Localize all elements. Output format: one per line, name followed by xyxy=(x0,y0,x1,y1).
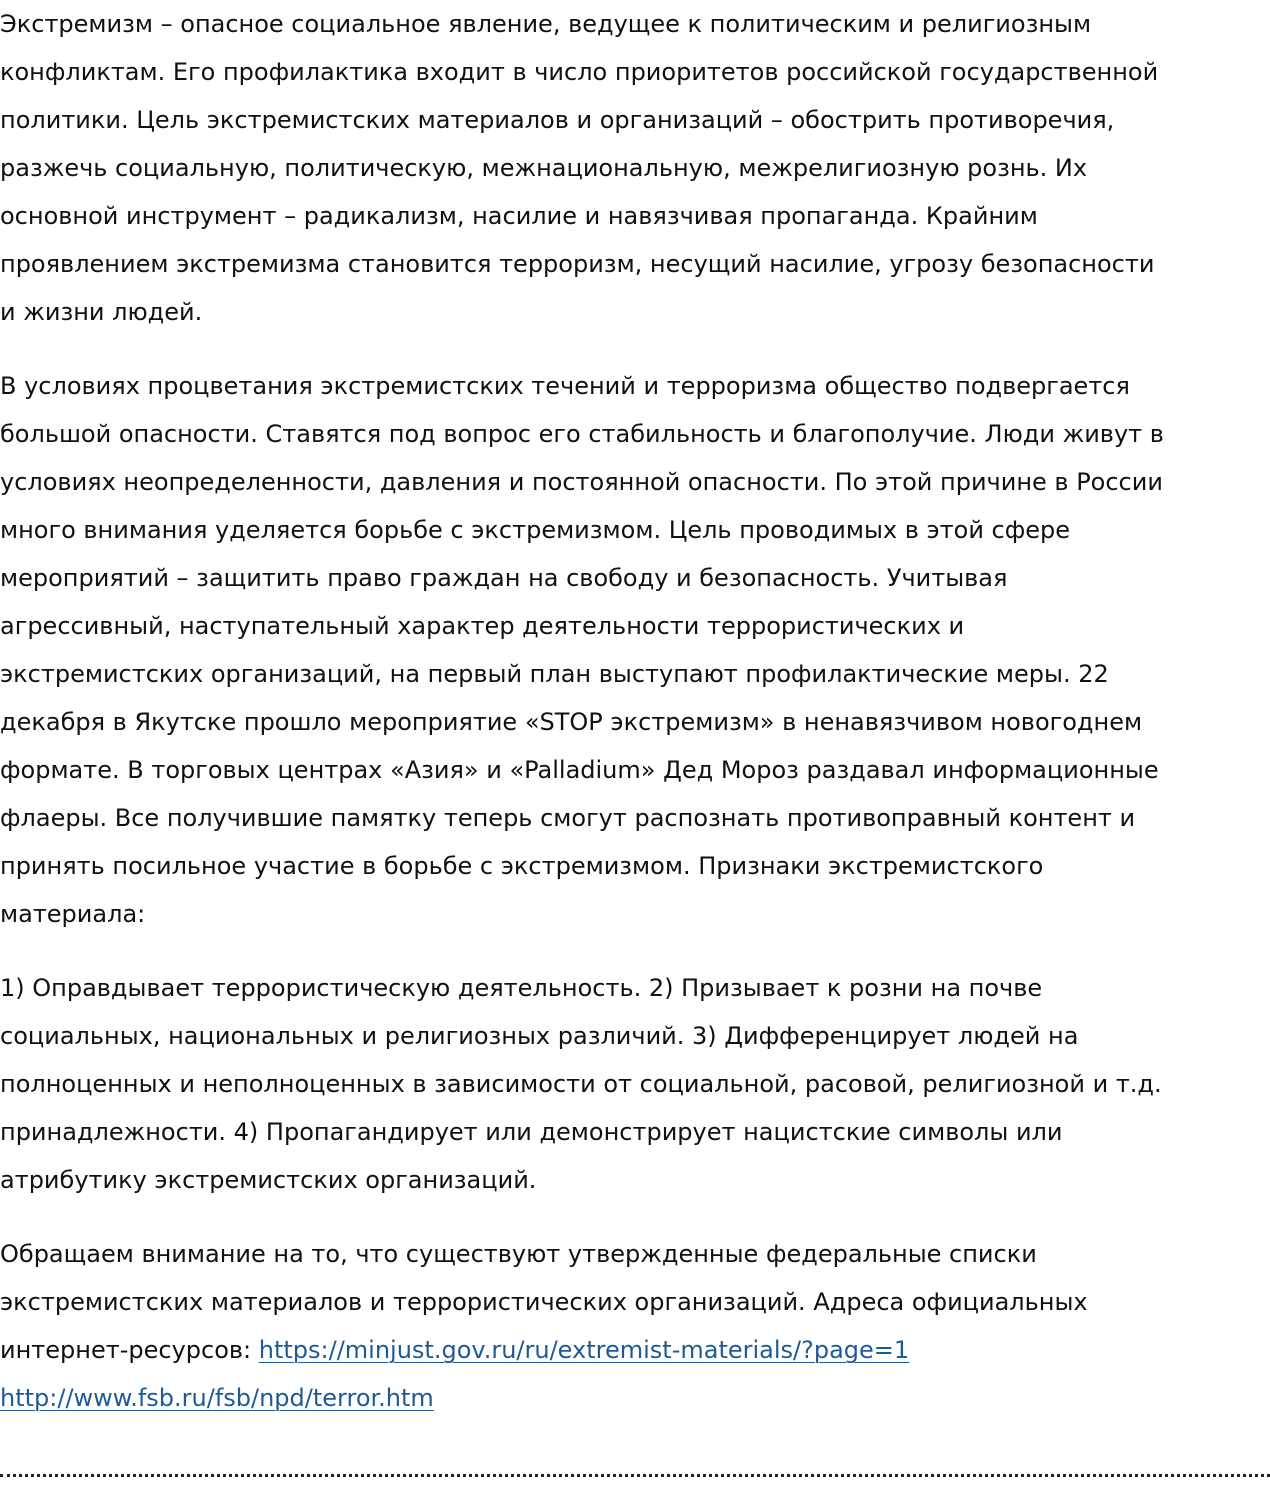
text-line: экстремистских организаций, на первый план выступают профилактические меры. 22 xyxy=(0,660,1109,688)
fsb-link[interactable]: http://www.fsb.ru/fsb/npd/terror.htm xyxy=(0,1384,434,1412)
text-line: экстремистских материалов и террористических организаций. Адреса официальных xyxy=(0,1288,1088,1316)
text-line: принадлежности. 4) Пропагандирует или демонстрирует нацистские символы или xyxy=(0,1118,1063,1146)
resources-label: интернет-ресурсов: xyxy=(0,1336,259,1364)
text-line: много внимания уделяется борьбе с экстремизмом. Цель проводимых в этой сфере xyxy=(0,516,1071,544)
paragraph-extremism-definition xyxy=(0,0,1270,336)
text-line: Экстремизм – опасное социальное явление, ведущее к политическим и религиозным xyxy=(0,10,1092,38)
paragraph-official-resources xyxy=(0,1230,1270,1422)
text-line: Обращаем внимание на то, что существуют утвержденные федеральные списки xyxy=(0,1240,1037,1268)
text-line: мероприятий – защитить право граждан на свободу и безопасность. Учитывая xyxy=(0,564,1008,592)
text-line: флаеры. Все получившие памятку теперь смогут распознать противоправный контент и xyxy=(0,804,1136,832)
text-line: социальных, национальных и религиозных различий. 3) Дифференцирует людей на xyxy=(0,1022,1079,1050)
text-line: основной инструмент – радикализм, насилие и навязчивая пропаганда. Крайним xyxy=(0,202,1038,230)
text-line: конфликтам. Его профилактика входит в число приоритетов российской государственной xyxy=(0,58,1159,86)
dotted-divider xyxy=(0,1474,1270,1477)
text-line: атрибутику экстремистских организаций. xyxy=(0,1166,537,1194)
text-line: полноценных и неполноценных в зависимости от социальной, расовой, религиозной и т.д. xyxy=(0,1070,1162,1098)
text-line: условиях неопределенности, давления и постоянной опасности. По этой причине в России xyxy=(0,468,1163,496)
paragraph-prevention-event xyxy=(0,362,1270,938)
text-line: политики. Цель экстремистских материалов и организаций – обострить противоречия, xyxy=(0,106,1115,134)
paragraph-extremist-signs xyxy=(0,964,1270,1204)
text-line xyxy=(0,1374,1270,1422)
text-line: и жизни людей. xyxy=(0,298,203,326)
text-line: разжечь социальную, политическую, межнациональную, межрелигиозную рознь. Их xyxy=(0,154,1088,182)
text-line: 1) Оправдывает террористическую деятельность. 2) Призывает к розни на почве xyxy=(0,974,1043,1002)
text-line: материала: xyxy=(0,900,146,928)
text-line: большой опасности. Ставятся под вопрос его стабильность и благополучие. Люди живут в xyxy=(0,420,1164,448)
text-line: В условиях процветания экстремистских течений и терроризма общество подвергается xyxy=(0,372,1130,400)
minjust-link[interactable]: https://minjust.gov.ru/ru/extremist-materials/?page=1 xyxy=(258,1336,910,1364)
text-line: формате. В торговых центрах «Азия» и «Palladium» Дед Мороз раздавал информационные xyxy=(0,756,1159,784)
text-line: агрессивный, наступательный характер деятельности террористических и xyxy=(0,612,965,640)
text-line xyxy=(0,1326,1270,1374)
text-line: проявлением экстремизма становится терроризм, несущий насилие, угрозу безопасности xyxy=(0,250,1155,278)
text-line: декабря в Якутске прошло мероприятие «STOP экстремизм» в ненавязчивом новогоднем xyxy=(0,708,1143,736)
text-line: принять посильное участие в борьбе с экстремизмом. Признаки экстремистского xyxy=(0,852,1044,880)
